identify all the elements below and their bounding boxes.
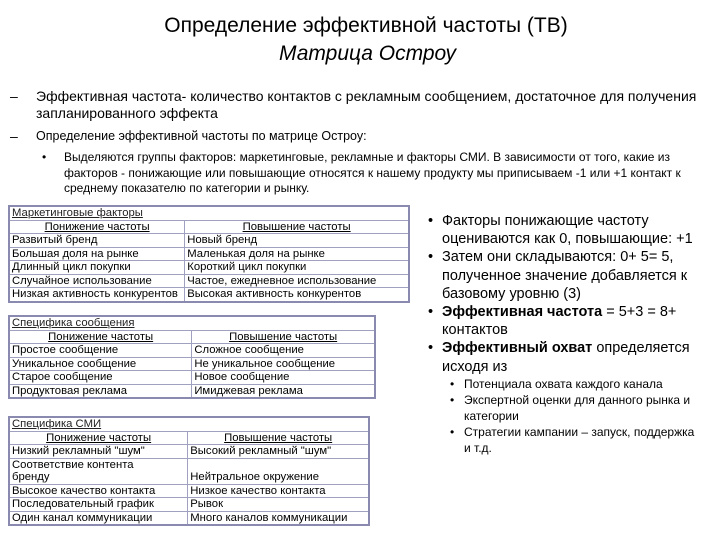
slide-title: Определение эффективной частоты (ТВ) <box>164 14 568 37</box>
table-cell: Короткий цикл покупки <box>185 261 409 275</box>
right-bullet <box>420 339 710 375</box>
sub-bullet-text: Стратегии кампании – запуск, поддержка и т.д. <box>464 424 695 455</box>
dot-bullet: • <box>450 376 455 391</box>
sub-bullet-text: Потенциала охвата каждого канала <box>464 376 663 391</box>
message-specifics-table <box>8 315 376 399</box>
dot-bullet: • <box>450 424 455 439</box>
dash-bullet: – <box>10 128 18 144</box>
dot-bullet: • <box>450 392 455 407</box>
dot-bullet: • <box>42 150 47 164</box>
table-cell: Низкий рекламный "шум" <box>9 445 188 459</box>
table-cell: Высокая активность конкурентов <box>185 288 409 302</box>
table-cell: Нейтральное окружение <box>188 471 369 484</box>
table-cell: Длинный цикл покупки <box>9 261 185 275</box>
table-cell: Один канал коммуникации <box>9 511 188 525</box>
dot-bullet: • <box>428 340 434 357</box>
table-cell: Новый бренд <box>185 234 409 248</box>
media-specifics-table <box>8 416 370 526</box>
table-section-title: Маркетинговые факторы <box>9 206 185 220</box>
table-cell: Имиджевая реклама <box>192 384 375 398</box>
table-cell: Рывок <box>188 498 369 512</box>
right-bullet <box>420 303 710 339</box>
marketing-factors-table <box>8 205 410 303</box>
table-cell: Высокое качество контакта <box>9 484 188 498</box>
effective-frequency-value: = 5+3 = 8+ контактов <box>442 304 677 339</box>
dash-bullet: – <box>10 88 18 104</box>
sub-bullet <box>420 392 704 424</box>
method-detail-text: Выделяются группы факторов: маркетинговые, рекламные и факторы СМИ. В зависимости от того, какие из факторов - понижающие или повышающие относятся к нашему продукту мы приписываем -1 или +1 контакт к среднему показателю по категории и рынку. <box>64 150 681 195</box>
column-header-down: Понижение частоты <box>9 220 185 234</box>
effective-reach-text: определяется исходя из <box>442 340 690 375</box>
table-cell: Последовательный график <box>9 498 188 512</box>
table-cell: Продуктовая реклама <box>9 384 192 398</box>
table-section-title: Специфика СМИ <box>9 417 188 431</box>
column-header-up: Повышение частоты <box>185 220 409 234</box>
right-bullet <box>420 248 710 303</box>
table-cell: Соответствие контента <box>9 458 188 471</box>
dot-bullet: • <box>428 213 434 229</box>
table-cell: Новое сообщение <box>192 371 375 385</box>
column-header-down: Понижение частоты <box>9 330 192 344</box>
slide-subtitle: Матрица Остроу <box>278 42 457 65</box>
dot-bullet: • <box>428 304 434 321</box>
table-cell: Сложное сообщение <box>192 344 375 358</box>
table-cell: Старое сообщение <box>9 371 192 385</box>
table-cell: Простое сообщение <box>9 344 192 358</box>
table-section-title: Специфика сообщения <box>9 316 192 330</box>
definition-text: Эффективная частота- количество контактов с рекламным сообщением, достаточное для получения запланированного эффекта <box>36 88 697 121</box>
table-cell: Уникальное сообщение <box>9 357 192 371</box>
table-cell <box>188 458 369 471</box>
method-text: Определение эффективной частоты по матрице Остроу: <box>36 129 367 143</box>
table-cell: Развитый бренд <box>9 234 185 248</box>
table-cell: Не уникальное сообщение <box>192 357 375 371</box>
sub-bullet <box>420 424 704 456</box>
column-header-down: Понижение частоты <box>9 431 188 445</box>
table-cell: Маленькая доля на рынке <box>185 247 409 261</box>
right-column <box>420 212 710 456</box>
effective-reach-label: Эффективный охват <box>442 340 593 357</box>
table-cell: Высокий рекламный "шум" <box>188 445 369 459</box>
sub-bullet <box>420 376 704 392</box>
column-header-up: Повышение частоты <box>188 431 369 445</box>
table-cell: Частое, ежедневное использование <box>185 274 409 288</box>
sum-text: Затем они складываются: 0+ 5= 5, полученное значение добавляется к базовому уровню (3) <box>442 249 688 302</box>
table-cell: Низкая активность конкурентов <box>9 288 185 302</box>
table-cell: Случайное использование <box>9 274 185 288</box>
scoring-text: Факторы понижающие частоту оцениваются как 0, повышающие: +1 <box>442 213 693 248</box>
table-cell: Низкое качество контакта <box>188 484 369 498</box>
table-cell: Много каналов коммуникации <box>188 511 369 525</box>
sub-bullet-text: Экспертной оценки для данного рынка и категории <box>464 392 691 423</box>
table-cell: Большая доля на рынке <box>9 247 185 261</box>
right-bullet <box>420 212 710 248</box>
dot-bullet: • <box>428 249 434 266</box>
column-header-up: Повышение частоты <box>192 330 375 344</box>
table-cell: бренду <box>9 471 188 484</box>
effective-frequency-label: Эффективная частота <box>442 304 603 321</box>
